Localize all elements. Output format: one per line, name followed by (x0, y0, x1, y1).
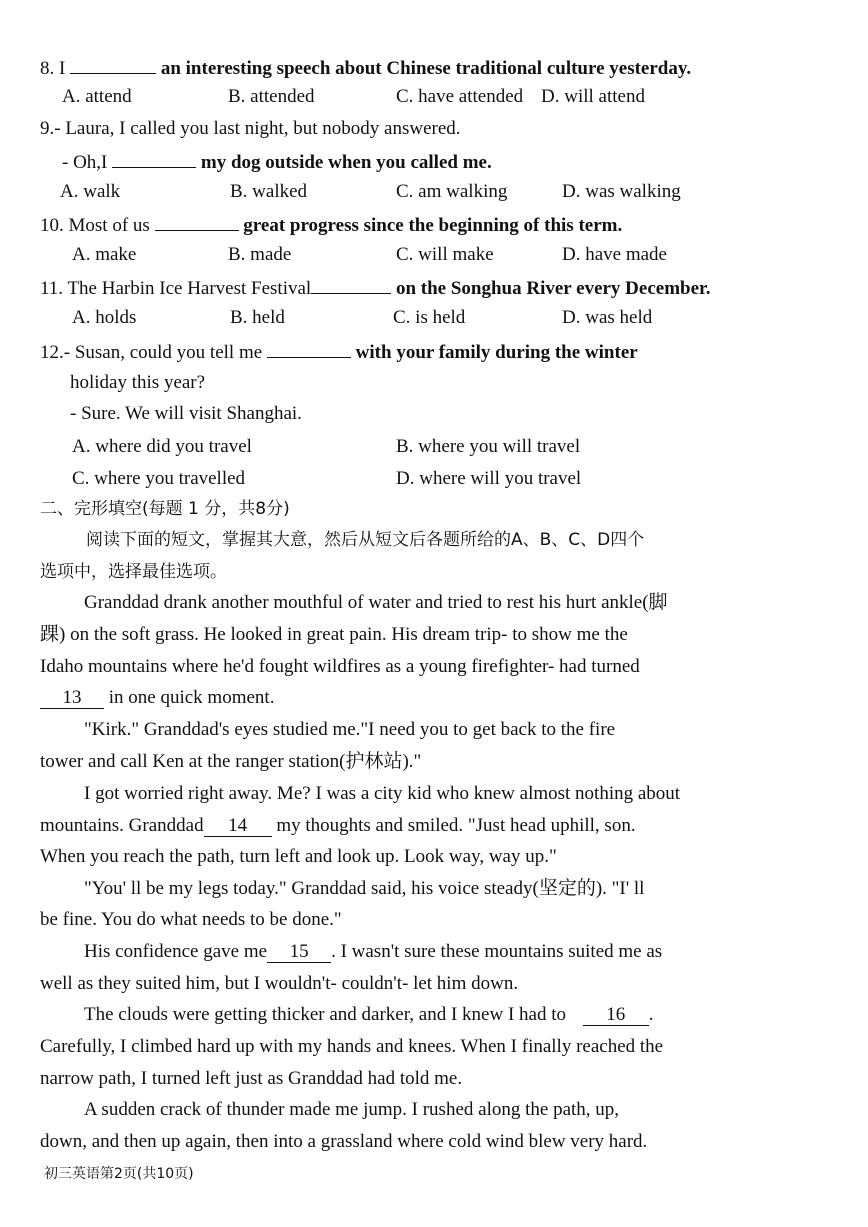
option-a: A. make (72, 244, 137, 265)
option-c: C. is held (393, 307, 466, 328)
question-text: an interesting speech about Chinese traditional culture yesterday. (160, 58, 692, 79)
passage-line: be fine. You do what needs to be done." (40, 909, 342, 930)
passage-line: "Kirk." Granddad's eyes studied me."I need you to get back to the fire (84, 719, 616, 740)
passage-line: A sudden crack of thunder made me jump. I rushed along the path, up, (84, 1099, 620, 1120)
passage-line: I got worried right away. Me? I was a city kid who knew almost nothing about (84, 783, 681, 804)
passage-text: His confidence gave me (84, 941, 268, 962)
question-9-line1: 9.- Laura, I called you last night, but nobody answered. (40, 118, 461, 139)
question-number: 12.- Susan, could you tell me (40, 342, 263, 363)
passage-line: 踝) on the soft grass. He looked in great pain. His dream trip- to show me the (40, 624, 628, 645)
passage-line: tower and call Ken at the ranger station(护林站)." (40, 751, 422, 772)
blank-13: 13 (40, 688, 104, 709)
question-12-answer: - Sure. We will visit Shanghai. (70, 403, 302, 424)
option-a: A. where did you travel (72, 436, 252, 457)
passage-text: . I wasn't sure these mountains suited me as (331, 941, 663, 962)
option-b: B. where you will travel (396, 436, 581, 457)
option-c: C. will make (396, 244, 494, 265)
passage-line: Idaho mountains where he'd fought wildfires as a young firefighter- had turned (40, 656, 640, 677)
option-d: D. will attend (541, 86, 645, 107)
option-a: A. attend (62, 86, 132, 107)
question-11-stem (40, 275, 710, 301)
question-8-stem (40, 55, 691, 81)
passage-line (84, 1003, 653, 1027)
option-b: B. made (228, 244, 292, 265)
question-9-stem (62, 149, 492, 175)
passage-line: Carefully, I climbed hard up with my hands and knees. When I finally reached the (40, 1036, 664, 1057)
option-a: A. holds (72, 307, 137, 328)
passage-text: in one quick moment. (108, 687, 275, 708)
option-d: D. was held (562, 307, 653, 328)
passage-text: my thoughts and smiled. "Just head uphill, son. (276, 815, 636, 836)
section-instructions: 阅读下面的短文，掌握其大意，然后从短文后各题所给的A、B、C、D四个 (86, 530, 645, 550)
question-text: great progress since the beginning of this term. (243, 215, 623, 236)
option-b: B. held (230, 307, 285, 328)
option-d: D. was walking (562, 181, 681, 202)
passage-text: . (648, 1004, 654, 1025)
blank-15: 15 (267, 942, 331, 963)
answer-blank (155, 212, 239, 231)
option-a: A. walk (60, 181, 121, 202)
option-c: C. where you travelled (72, 468, 246, 489)
passage-line: When you reach the path, turn left and look up. Look way, way up." (40, 846, 557, 867)
passage-line (84, 940, 662, 964)
dialogue-prefix: - Oh,I (62, 152, 108, 173)
section-instructions-cont: 选项中，选择最佳选项。 (40, 562, 227, 582)
blank-16: 16 (583, 1005, 649, 1026)
option-b: B. walked (230, 181, 308, 202)
passage-text: mountains. Granddad (40, 815, 204, 836)
answer-blank (267, 339, 351, 358)
question-12-continuation: holiday this year? (70, 372, 206, 393)
question-number: 11. The Harbin Ice Harvest Festival (40, 278, 312, 299)
question-text: on the Songhua River every December. (395, 278, 711, 299)
question-text: with your family during the winter (355, 342, 638, 363)
passage-line: well as they suited him, but I wouldn't- couldn't- let him down. (40, 973, 519, 994)
option-d: D. have made (562, 244, 667, 265)
passage-text: The clouds were getting thicker and darker, and I knew I had to (84, 1004, 566, 1025)
page-footer: 初三英语第2页(共10页) (44, 1166, 194, 1182)
passage-line: down, and then up again, then into a grassland where cold wind blew very hard. (40, 1131, 648, 1152)
option-b: B. attended (228, 86, 315, 107)
answer-blank (311, 275, 391, 294)
question-number: 10. Most of us (40, 215, 150, 236)
blank-14: 14 (204, 816, 272, 837)
question-text: my dog outside when you called me. (200, 152, 492, 173)
question-10-stem (40, 212, 622, 238)
passage-line: narrow path, I turned left just as Granddad had told me. (40, 1068, 463, 1089)
passage-line (40, 686, 274, 710)
section-title: 二、完形填空(每题 1 分，共8分) (40, 499, 290, 519)
passage-line (40, 814, 636, 838)
option-c: C. am walking (396, 181, 508, 202)
option-d: D. where will you travel (396, 468, 582, 489)
question-number: 8. I (40, 58, 66, 79)
answer-blank (112, 149, 196, 168)
answer-blank (70, 55, 156, 74)
question-12-stem (40, 339, 638, 365)
option-c: C. have attended (396, 86, 524, 107)
passage-line: Granddad drank another mouthful of water and tried to rest his hurt ankle(脚 (84, 592, 668, 613)
passage-line: "You' ll be my legs today." Granddad said, his voice steady(坚定的). "I' ll (84, 878, 645, 899)
